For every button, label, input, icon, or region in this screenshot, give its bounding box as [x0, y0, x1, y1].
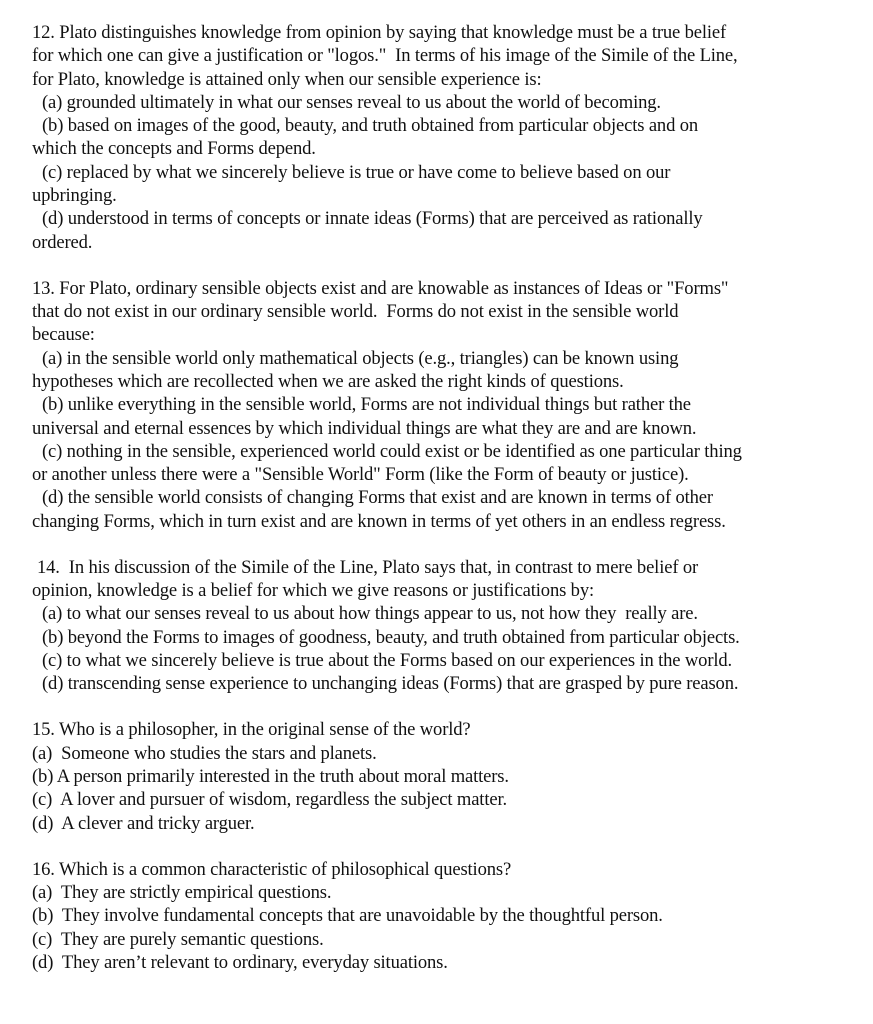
option-d: (d) A clever and tricky arguer.: [32, 812, 255, 834]
option-d: (d) the sensible world consists of changing Forms that exist and are known in terms of other: [42, 487, 713, 509]
option-d-continued: ordered.: [32, 231, 93, 253]
option-c: (c) A lover and pursuer of wisdom, regardless the subject matter.: [32, 789, 507, 811]
question-15: [32, 718, 873, 834]
option-a: (a) to what our senses reveal to us about how things appear to us, not how they really are.: [42, 603, 698, 625]
option-a: (a) Someone who studies the stars and planets.: [32, 742, 377, 764]
question-stem-line: opinion, knowledge is a belief for which we give reasons or justifications by:: [32, 580, 594, 602]
option-b-continued: universal and eternal essences by which individual things are what they are and are known.: [32, 417, 697, 439]
question-stem-line: 12. Plato distinguishes knowledge from opinion by saying that knowledge must be a true belief: [32, 22, 727, 43]
question-stem-line: 13. For Plato, ordinary sensible objects exist and are knowable as instances of Ideas or "Forms": [32, 277, 729, 299]
option-c: (c) to what we sincerely believe is true about the Forms based on our experiences in the world.: [42, 650, 733, 672]
option-b: (b) They involve fundamental concepts that are unavoidable by the thoughtful person.: [32, 905, 663, 927]
option-b: (b) unlike everything in the sensible world, Forms are not individual things but rather the: [42, 394, 691, 416]
option-c-continued: upbringing.: [32, 185, 117, 207]
option-c: (c) nothing in the sensible, experienced world could exist or be identified as one particular thing: [42, 440, 742, 462]
option-d-continued: changing Forms, which in turn exist and are known in terms of yet others in an endless regress.: [32, 510, 726, 532]
question-14: [32, 556, 873, 696]
option-a-continued: hypotheses which are recollected when we are asked the right kinds of questions.: [32, 370, 624, 392]
option-b: (b) A person primarily interested in the truth about moral matters.: [32, 766, 509, 787]
question-stem-line: 16. Which is a common characteristic of philosophical questions?: [32, 858, 512, 880]
question-stem-line: 14. In his discussion of the Simile of the Line, Plato says that, in contrast to mere belief or: [37, 556, 699, 578]
option-b: (b) based on images of the good, beauty, and truth obtained from particular objects and on: [42, 115, 699, 137]
question-stem-line: for which one can give a justification or "logos." In terms of his image of the Simile of the Line,: [32, 45, 738, 67]
question-stem-line: for Plato, knowledge is attained only when our sensible experience is:: [32, 68, 542, 90]
option-c-continued: or another unless there were a "Sensible World" Form (like the Form of beauty or justice).: [32, 464, 689, 486]
option-b-continued: which the concepts and Forms depend.: [32, 138, 316, 160]
option-d: (d) transcending sense experience to unchanging ideas (Forms) that are grasped by pure reason.: [42, 673, 739, 695]
question-16: [32, 858, 873, 974]
option-d: (d) understood in terms of concepts or innate ideas (Forms) that are perceived as rationally: [42, 208, 703, 230]
option-c: (c) They are purely semantic questions.: [32, 928, 324, 950]
question-stem-line: that do not exist in our ordinary sensible world. Forms do not exist in the sensible world: [32, 301, 679, 323]
option-a: (a) grounded ultimately in what our senses reveal to us about the world of becoming.: [42, 91, 661, 113]
question-12: [32, 21, 873, 254]
option-b: (b) beyond the Forms to images of goodness, beauty, and truth obtained from particular objects.: [42, 626, 740, 648]
question-stem-line: because:: [32, 324, 95, 346]
question-13: [32, 277, 873, 533]
option-a: (a) They are strictly empirical questions.: [32, 881, 332, 903]
option-a: (a) in the sensible world only mathematical objects (e.g., triangles) can be known using: [42, 347, 679, 369]
option-d: (d) They aren’t relevant to ordinary, everyday situations.: [32, 951, 448, 973]
question-stem-line: 15. Who is a philosopher, in the original sense of the world?: [32, 719, 471, 741]
option-c: (c) replaced by what we sincerely believe is true or have come to believe based on our: [42, 161, 671, 183]
